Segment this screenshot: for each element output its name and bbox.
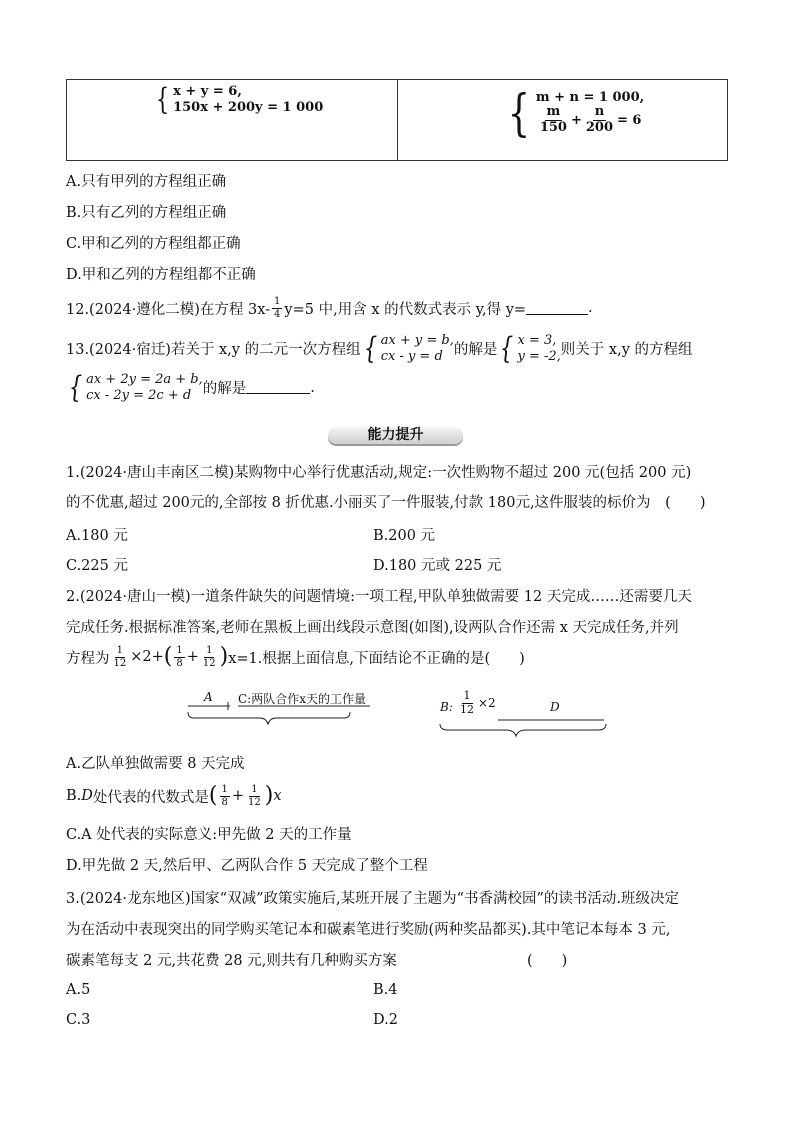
q11-option-c: C.甲和乙列的方程组都正确 bbox=[66, 236, 241, 252]
q13-system-1: { ax + y = b, cx - y = d bbox=[363, 330, 454, 366]
diagram-b-value: $\frac{1}{12}$ ×2 bbox=[460, 689, 496, 716]
diagram-label-a: A bbox=[204, 690, 213, 704]
q11-option-b: B.只有乙列的方程组正确 bbox=[66, 205, 227, 221]
question-13: 13.(2024·宿迁)若关于 x,y 的二元一次方程组 { ax + y = b, cx - y = d 的解是 { x = 3, y = -2, 则关于 x,y 的方程组 bbox=[66, 330, 693, 366]
p2-option-b: B. D 处代表的代数式是 ( $\frac{1}{8}$ + $\frac{1}{12}$ ) x bbox=[66, 783, 282, 808]
p3-option-c: C.3 bbox=[66, 1012, 91, 1028]
q11-option-d: D.甲和乙列的方程组都不正确 bbox=[66, 267, 256, 283]
table-divider bbox=[397, 80, 398, 160]
p2-option-c: C.A 处代表的实际意义:甲先做 2 天的工作量 bbox=[66, 827, 352, 843]
p2-line-2: 完成任务.根据标准答案,老师在黑板上画出线段示意图(如图),设两队合作还需 x 天完成任务,并列 bbox=[66, 620, 679, 636]
p1-option-d: D.180 元或 225 元 bbox=[373, 558, 502, 574]
p3-option-a: A.5 bbox=[66, 982, 91, 998]
left-eq-2: 150x + 200y = 1 000 bbox=[173, 99, 324, 115]
q11-option-a: A.只有甲列的方程组正确 bbox=[66, 174, 227, 190]
p2-equation-line: 方程为 $\frac{1}{12}$ ×2+ ( $\frac{1}{8}$ + $\frac{1}{12}$ ) x=1.根据上面信息,下面结论不正确的是( ) bbox=[66, 644, 525, 669]
right-eq-1: m + n = 1 000, bbox=[535, 89, 645, 105]
right-equation-system: { m + n = 1 000, $\frac{m}{150}$ + $\frac{n}{200}$ = 6 bbox=[507, 84, 645, 142]
equation-table bbox=[66, 79, 728, 161]
section-title-banner: 能力提升 bbox=[328, 427, 463, 444]
p2-line-1: 2.(2024·唐山一模)一道条件缺失的问题情境:一项工程,甲队单独做需要 12 天完成……还需要几天 bbox=[66, 589, 692, 605]
p3-option-b: B.4 bbox=[373, 982, 398, 998]
p1-option-b: B.200 元 bbox=[373, 528, 436, 544]
p1-answer-paren[interactable]: ( ) bbox=[665, 495, 706, 511]
right-eq-2: $\frac{m}{150}$ + $\frac{n}{200}$ = 6 bbox=[539, 104, 642, 136]
diagram-label-d: D bbox=[550, 700, 560, 714]
p3-line-3: 碳素笔每支 2 元,共花费 28 元,则共有几种购买方案 bbox=[66, 953, 397, 969]
question-13-cont: { ax + 2y = 2a + b, cx - 2y = 2c + d 的解是 . bbox=[66, 372, 315, 403]
p3-line-2: 为在活动中表现突出的同学购买笔记本和碳素笔进行奖励(两种奖品都买).其中笔记本每本 3 元, bbox=[66, 922, 671, 938]
p1-line-1: 1.(2024·唐山丰南区二模)某购物中心举行优惠活动,规定:一次性购物不超过 200 元(包括 200 元) bbox=[66, 465, 692, 481]
left-brace bbox=[188, 712, 350, 724]
left-equation-system: { x + y = 6, 150x + 200y = 1 000 bbox=[155, 81, 324, 117]
p2-option-a: A.乙队单独做需要 8 天完成 bbox=[66, 756, 245, 772]
diagram-label-b: B: bbox=[440, 700, 453, 714]
p3-answer-paren[interactable]: ( ) bbox=[527, 953, 568, 969]
q13-system-2: { x = 3, y = -2, bbox=[500, 330, 561, 366]
p1-option-a: A.180 元 bbox=[66, 528, 128, 544]
p1-option-c: C.225 元 bbox=[66, 558, 128, 574]
p1-line-2: 的不优惠,超过 200元的,全部按 8 折优惠.小丽买了一件服装,付款 180元,这件服装的标价为 ( ) bbox=[66, 495, 706, 511]
diagram-label-c: C:两队合作x天的工作量 bbox=[238, 692, 366, 706]
p3-line-1: 3.(2024·龙东地区)国家“双减”政策实施后,某班开展了主题为“书香满校园”的读书活动.班级决定 bbox=[66, 891, 680, 907]
question-12: 12.(2024·遵化二模)在方程 3x- $\frac{1}{4}$ y=5 中,用含 x 的代数式表示 y,得 y= . bbox=[66, 296, 593, 320]
p2-option-d: D.甲先做 2 天,然后甲、乙两队合作 5 天完成了整个工程 bbox=[66, 858, 428, 874]
p3-option-d: D.2 bbox=[373, 1012, 398, 1028]
q12-answer-blank[interactable] bbox=[526, 302, 588, 315]
right-brace bbox=[440, 724, 606, 736]
q13-answer-blank[interactable] bbox=[246, 381, 310, 394]
q13-system-3: { ax + 2y = 2a + b, cx - 2y = 2c + d bbox=[68, 369, 203, 405]
left-eq-1: x + y = 6, bbox=[173, 84, 242, 99]
